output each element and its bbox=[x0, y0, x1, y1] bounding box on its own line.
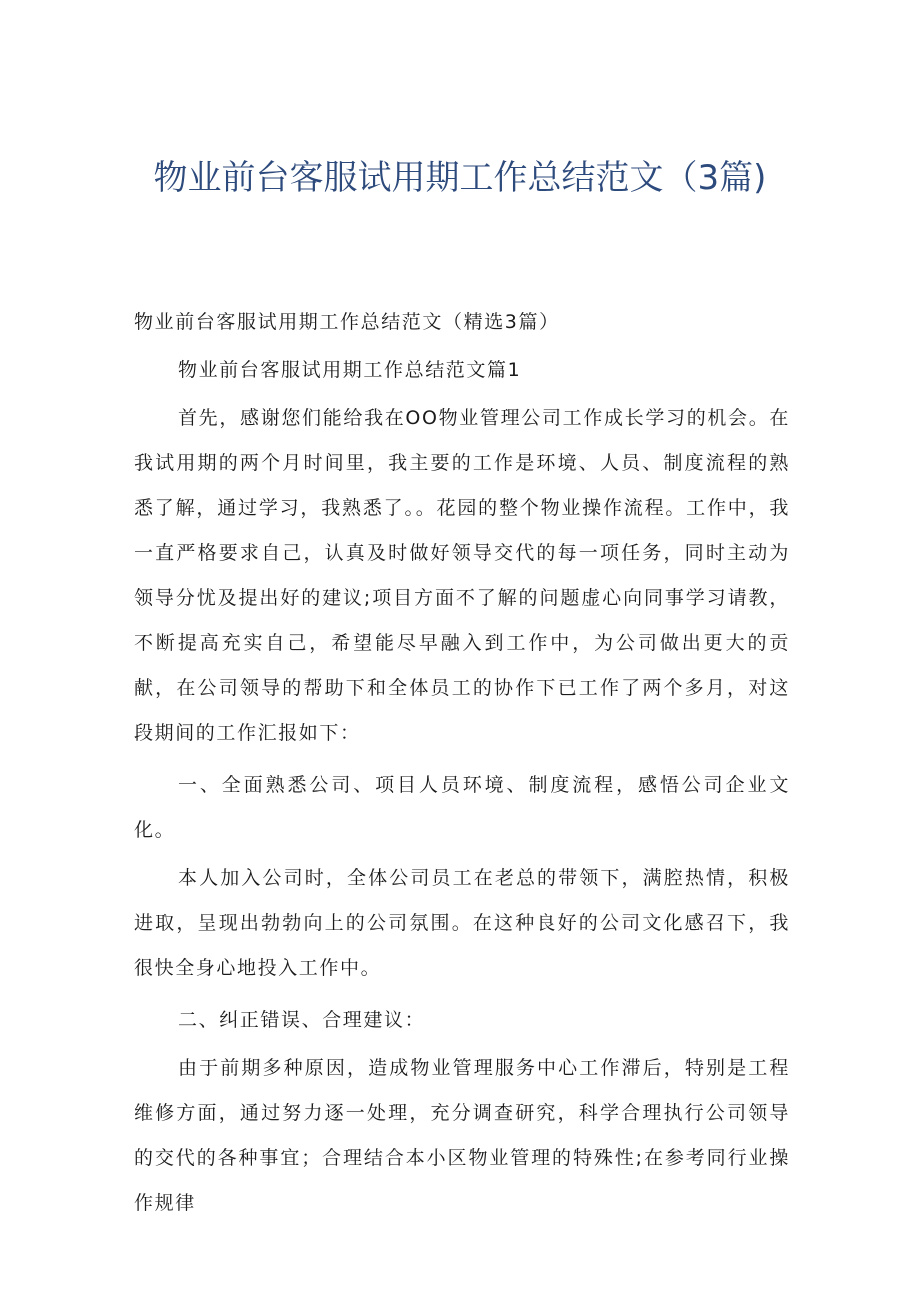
document-title: 物业前台客服试用期工作总结范文（3篇) bbox=[153, 158, 767, 198]
body-paragraph: 首先，感谢您们能给我在OO物业管理公司工作成长学习的机会。在我试用期的两个月时间里，我主要的工作是环境、人员、制度流程的熟悉了解，通过学习，我熟悉了。。花园的整个物业操作流程。工作中，我一直严格要求自己，认真及时做好领导交代的每一项任务，同时主动为领导分忧及提出好的建议;项目方面不了解的问题虚心向同事学习请教，不断提高充实自己，希望能尽早融入到工作中，为公司做出更大的贡献，在公司领导的帮助下和全体员工的协作下已工作了两个多月，对这段期间的工作汇报如下： bbox=[134, 407, 790, 744]
document-subtitle: 物业前台客服试用期工作总结范文（精选3篇） bbox=[134, 311, 560, 333]
list-heading: 一、全面熟悉公司、项目人员环境、制度流程，感悟公司企业文化。 bbox=[134, 774, 790, 841]
list-heading: 二、纠正错误、合理建议： bbox=[178, 1009, 426, 1031]
body-paragraph: 由于前期多种原因，造成物业管理服务中心工作滞后，特别是工程维修方面，通过努力逐一处理，充分调查研究，科学合理执行公司领导的交代的各种事宜；合理结合本小区物业管理的特殊性;在参考同行业操作规律 bbox=[134, 1057, 790, 1214]
document-body bbox=[134, 300, 790, 1226]
body-paragraph: 本人加入公司时，全体公司员工在老总的带领下，满腔热情，积极进取，呈现出勃勃向上的公司氛围。在这种良好的公司文化感召下，我很快全身心地投入工作中。 bbox=[134, 867, 790, 979]
section-heading: 物业前台客服试用期工作总结范文篇1 bbox=[178, 359, 522, 381]
